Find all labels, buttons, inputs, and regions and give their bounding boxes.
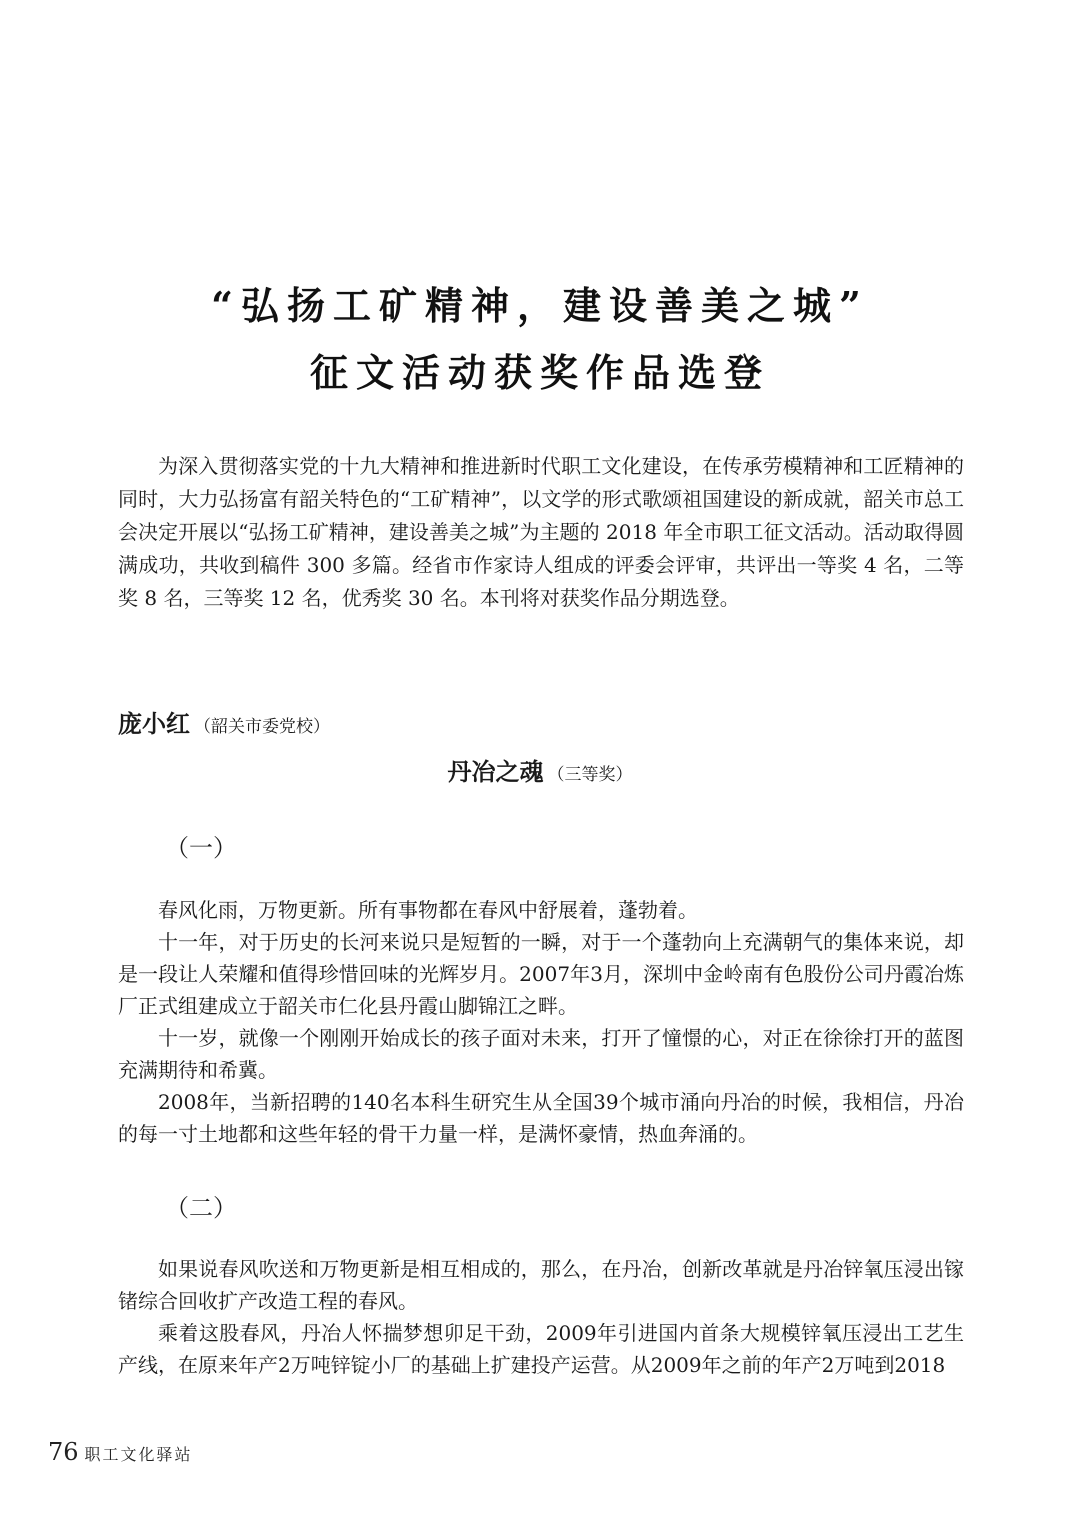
article-title-text: 丹冶之魂 <box>447 757 544 786</box>
paragraph: 如果说春风吹送和万物更新是相互相成的，那么，在丹冶，创新改革就是丹冶锌氧压浸出镓锗综合回收扩产改造工程的春风。 <box>118 1257 964 1313</box>
paragraph: 乘着这股春风，丹冶人怀揣梦想卯足干劲，2009年引进国内首条大规模锌氧压浸出工艺生产线，在原来年产2万吨锌锭小厂的基础上扩建投产运营。从2009年之前的年产2万吨到2018 <box>118 1321 964 1377</box>
magazine-name: 职工文化驿站 <box>84 1445 193 1464</box>
section-heading-1: （一） <box>165 834 237 862</box>
paragraph: 2008年，当新招聘的140名本科生研究生从全国39个城市涌向丹冶的时候，我相信，丹冶的每一寸土地都和这些年轻的骨干力量一样，是满怀豪情，热血奔涌的。 <box>118 1090 964 1146</box>
page-footer <box>48 1438 193 1466</box>
section-heading-2: （二） <box>165 1194 237 1222</box>
paragraph: 十一岁，就像一个刚刚开始成长的孩子面对未来，打开了憧憬的心，对正在徐徐打开的蓝图充满期待和希冀。 <box>118 1026 964 1082</box>
page-number: 76 <box>48 1438 79 1466</box>
author-org: （韶关市委党校） <box>194 717 330 737</box>
paragraph: 十一年，对于历史的长河来说只是短暂的一瞬，对于一个蓬勃向上充满朝气的集体来说，却是一段让人荣耀和值得珍惜回味的光辉岁月。2007年3月，深圳中金岭南有色股份公司丹霞冶炼厂正式组建成立于韶关市仁化县丹霞山脚锦江之畔。 <box>118 930 964 1018</box>
award-label: （三等奖） <box>547 765 633 785</box>
page-title-line-1: “弘扬工矿精神，建设善美之城” <box>211 283 869 328</box>
section-2-body <box>118 1253 964 1381</box>
intro-paragraph <box>118 450 964 615</box>
paragraph: 春风化雨，万物更新。所有事物都在春风中舒展着，蓬勃着。 <box>158 898 698 922</box>
intro-text: 为深入贯彻落实党的十九大精神和推进新时代职工文化建设，在传承劳模精神和工匠精神的同时，大力弘扬富有韶关特色的“工矿精神”，以文学的形式歌颂祖国建设的新成就，韶关市总工会决定开展以“弘扬工矿精神，建设善美之城”为主题的 2018 年全市职工征文活动。活动取得圆满成功，共收到稿件 300 多篇。经省市作家诗人组成的评委会评审，共评出一等奖 4 名，二等奖 8 名，三等奖 12 名，优秀奖 30 名。本刊将对获奖作品分期选登。 <box>118 454 964 610</box>
article-title <box>0 752 1080 787</box>
section-1-body <box>118 894 964 1150</box>
page-title-line-2: 征文活动获奖作品选登 <box>309 350 770 395</box>
author-line <box>118 704 330 739</box>
author-name: 庞小红 <box>118 709 190 738</box>
